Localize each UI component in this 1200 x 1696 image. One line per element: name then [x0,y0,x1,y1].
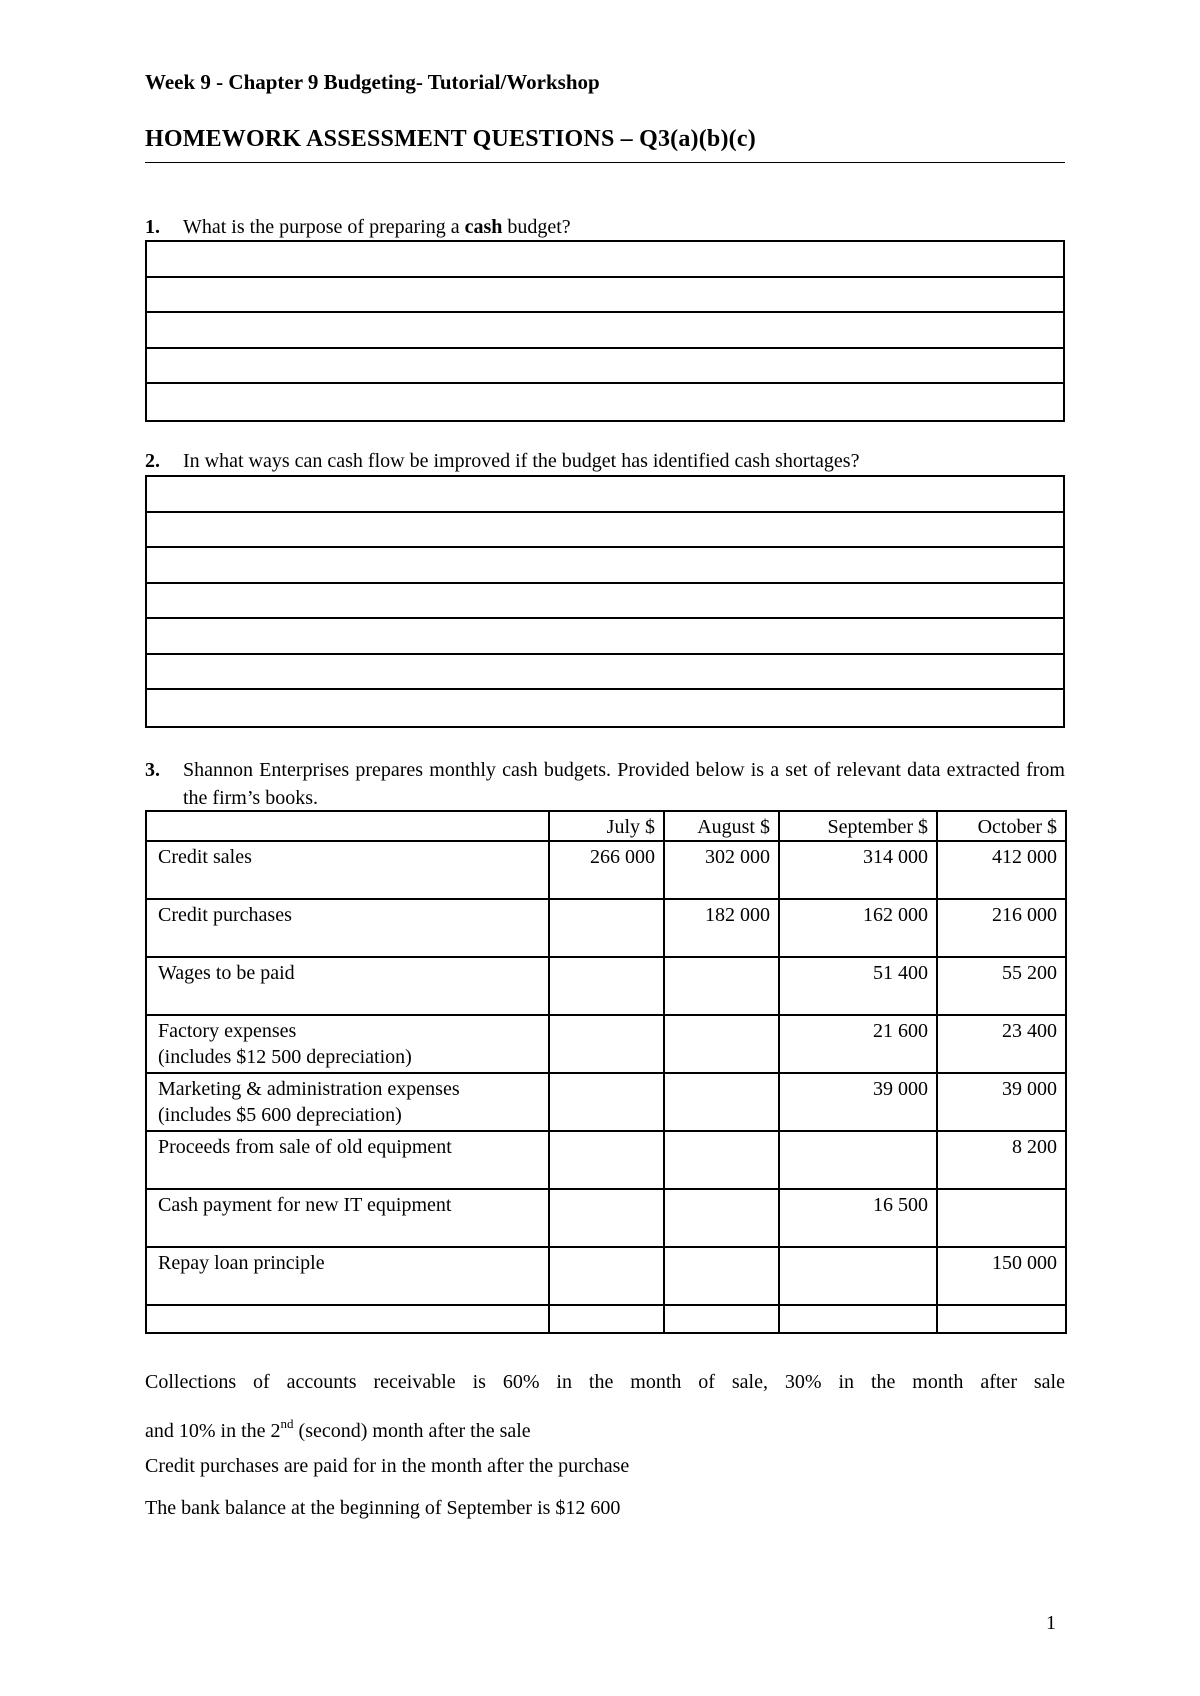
week-header: Week 9 - Chapter 9 Budgeting- Tutorial/Workshop [145,70,600,94]
answer-line[interactable] [147,513,1063,549]
column-header-august: August $ [664,811,779,841]
cell-september [779,1247,937,1305]
note-collections-cont: and 10% in the 2nd (second) month after the sale [145,1416,531,1442]
cell-august [664,1189,779,1247]
empty-cell [146,1305,549,1333]
answer-line[interactable] [147,548,1063,584]
cell-october: 8 200 [937,1131,1066,1189]
cell-september: 16 500 [779,1189,937,1247]
column-header-october: October $ [937,811,1066,841]
title-divider [145,162,1065,163]
cell-september: 21 600 [779,1015,937,1073]
question-2-text: In what ways can cash flow be improved if the budget has identified cash shortages? [183,450,860,472]
cell-september: 314 000 [779,841,937,899]
cell-august [664,1073,779,1131]
answer-line[interactable] [147,477,1063,513]
answer-line[interactable] [147,619,1063,655]
empty-cell [549,1305,664,1333]
cell-july [549,1015,664,1073]
question-3 [145,756,1065,812]
question-1-number: 1. [145,216,160,238]
table-row [146,1015,1066,1073]
cell-october: 216 000 [937,899,1066,957]
cell-october: 39 000 [937,1073,1066,1131]
table-row [146,957,1066,1015]
note-collections: Collections of accounts receivable is 60% in the month of sale, 30% in the month after sale [145,1371,1065,1393]
cell-august: 302 000 [664,841,779,899]
table-row [146,1073,1066,1131]
question-1-text-bold: cash [464,216,503,238]
cell-july [549,957,664,1015]
cell-july [549,1073,664,1131]
cell-august [664,1247,779,1305]
cell-october: 23 400 [937,1015,1066,1073]
budget-data-table [145,810,1067,1334]
row-label: Factory expenses (includes $12 500 depreciation) [146,1015,549,1073]
page-title: HOMEWORK ASSESSMENT QUESTIONS – Q3(a)(b)(c) [145,126,756,152]
empty-cell [937,1305,1066,1333]
answer-line[interactable] [147,584,1063,620]
cell-august [664,1131,779,1189]
answer-box-2[interactable] [145,475,1065,728]
note-credit-purchases: Credit purchases are paid for in the month after the purchase [145,1455,630,1477]
empty-cell [664,1305,779,1333]
row-label: Wages to be paid [146,957,549,1015]
question-1 [145,216,1065,239]
question-3-text: Shannon Enterprises prepares monthly cash budgets. Provided below is a set of relevant data extracted from the firm’s books. [183,759,1065,809]
cell-july [549,899,664,957]
column-header-september: September $ [779,811,937,841]
column-header-july: July $ [549,811,664,841]
note-bank-balance: The bank balance at the beginning of September is $12 600 [145,1497,621,1519]
question-1-text-b: budget? [502,216,571,238]
row-label: Credit sales [146,841,549,899]
row-label: Cash payment for new IT equipment [146,1189,549,1247]
answer-line[interactable] [147,242,1063,278]
notes-section [145,1368,1065,1536]
cell-october: 412 000 [937,841,1066,899]
table-row [146,1131,1066,1189]
empty-cell [779,1305,937,1333]
row-label: Credit purchases [146,899,549,957]
cell-october: 150 000 [937,1247,1066,1305]
answer-line[interactable] [147,349,1063,385]
table-row-empty [146,1305,1066,1333]
table-row [146,841,1066,899]
table-row [146,1189,1066,1247]
cell-august [664,1015,779,1073]
answer-box-1[interactable] [145,240,1065,422]
row-label: Marketing & administration expenses (includes $5 600 depreciation) [146,1073,549,1131]
cell-july [549,1247,664,1305]
cell-september [779,1131,937,1189]
cell-september: 162 000 [779,899,937,957]
question-1-text-a: What is the purpose of preparing a [183,216,465,238]
answer-line[interactable] [147,384,1063,420]
answer-line[interactable] [147,313,1063,349]
answer-line[interactable] [147,278,1063,314]
page-number: 1 [1046,1612,1056,1634]
answer-line[interactable] [147,655,1063,691]
table-row [146,899,1066,957]
cell-july [549,1131,664,1189]
question-3-number: 3. [145,759,160,781]
table-row [146,1247,1066,1305]
answer-line[interactable] [147,690,1063,726]
question-2-number: 2. [145,450,160,472]
table-header-row [146,811,1066,841]
cell-october: 55 200 [937,957,1066,1015]
cell-august: 182 000 [664,899,779,957]
row-label: Proceeds from sale of old equipment [146,1131,549,1189]
cell-august [664,957,779,1015]
question-2 [145,450,1065,473]
cell-october [937,1189,1066,1247]
cell-september: 39 000 [779,1073,937,1131]
column-header-label [146,811,549,841]
cell-july [549,1189,664,1247]
cell-september: 51 400 [779,957,937,1015]
cell-july: 266 000 [549,841,664,899]
row-label: Repay loan principle [146,1247,549,1305]
